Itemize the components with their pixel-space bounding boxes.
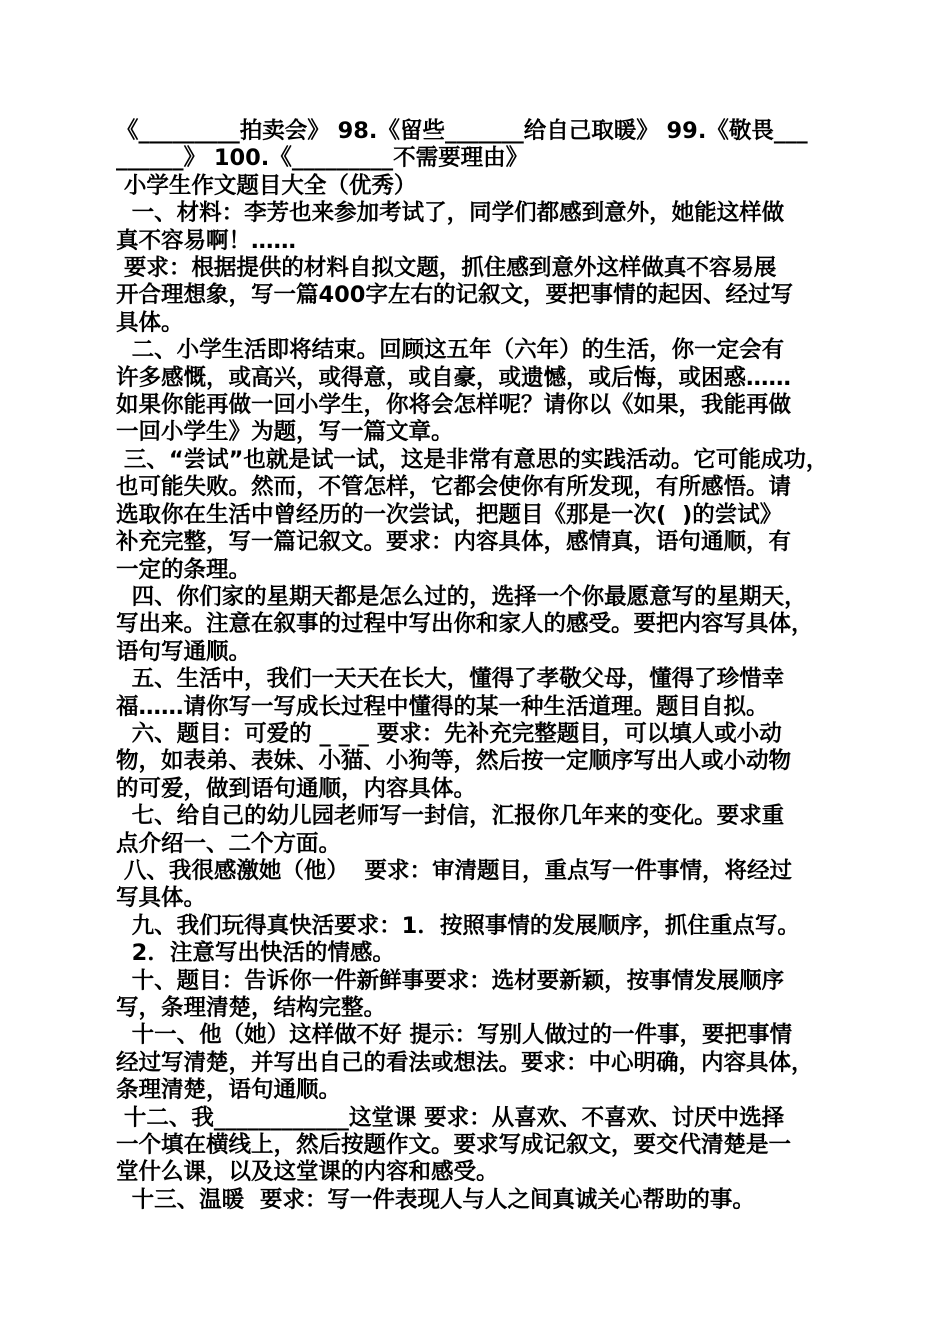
text-line: 开合理想象，写一篇400字左右的记叙文，要把事情的起因、经过写 [116,282,793,309]
text-line: 物，如表弟、表妹、小猫、小狗等，然后按一定顺序写出人或小动物 [116,748,792,775]
section-title: 小学生作文题目大全（优秀） [116,172,417,199]
text-line: 十二、我____________这堂课 要求：从喜欢、不喜欢、讨厌中选择 [116,1104,785,1131]
text-line: 写，条理清楚，结构完整。 [116,995,387,1021]
text-line: 2．注意写出快活的情感。 [116,940,395,967]
text-line: 写具体。 [116,885,207,912]
text-line: 条理清楚，语句通顺。 [116,1077,342,1104]
text-line: 福……请你写一写成长过程中懂得的某一种生活道理。题目自拟。 [116,693,769,720]
text-line: 九、我们玩得真快活要求：1．按照事情的发展顺序，抓住重点写。 [116,912,800,939]
text-line: 一回小学生》为题，写一篇文章。 [116,419,454,446]
text-line: 选取你在生活中曾经历的一次尝试，把题目《那是一次( )的尝试》 [116,501,783,528]
text-line: 二、小学生活即将结束。回顾这五年（六年）的生活，你一定会有 [116,337,785,364]
text-line: 经过写清楚，并写出自己的看法或想法。要求：中心明确，内容具体， [116,1049,814,1076]
text-line: 写出来。注意在叙事的过程中写出你和家人的感受。要把内容写具体， [116,611,814,638]
text-line: 十、题目：告诉你一件新鲜事要求：选材要新颖，按事情发展顺序 [116,967,785,994]
text-line: 真不容易啊！…… [116,227,297,254]
text-line: 补充完整，写一篇记叙文。要求：内容具体，感情真，语句通顺，有 [116,529,792,556]
text-line: 语句写通顺。 [116,638,252,665]
text-line: 三、“尝试”也就是试一试，这是非常有意思的实践活动。它可能成功， [116,446,829,473]
text-line: 六、题目：可爱的 _ _ _ 要求：先补充完整题目，可以填人或小动 [116,720,782,747]
text-line: 堂什么课，以及这堂课的内容和感受。 [116,1159,499,1186]
text-line: 的可爱，做到语句通顺，内容具体。 [116,775,477,802]
text-line: 一定的条理。 [116,556,252,583]
text-line: 四、你们家的星期天都是怎么过的，选择一个你最愿意写的星期天， [116,583,807,610]
text-line: ______》 100.《_________不需要理由》 [116,145,529,172]
text-line: 七、给自己的幼儿园老师写一封信，汇报你几年来的变化。要求重 [116,803,785,830]
text-line: 十三、温暖 要求：写一件表现人与人之间真诚关心帮助的事。 [116,1186,755,1213]
text-line: 也可能失败。然而，不管怎样，它都会使你有所发现，有所感悟。请 [116,474,792,501]
text-line: 八、我很感激她（他） 要求：审清题目，重点写一件事情，将经过 [116,857,793,884]
text-line: 许多感慨，或高兴，或得意，或自豪，或遗憾，或后悔，或困惑…… [116,364,792,391]
text-line: 具体。 [116,309,184,336]
document-body [116,118,842,1214]
text-line: 要求：根据提供的材料自拟文题，抓住感到意外这样做真不容易展 [116,255,777,282]
text-line: 一、材料：李芳也来参加考试了，同学们都感到意外，她能这样做 [116,200,785,227]
text-line: 如果你能再做一回小学生，你将会怎样呢？请你以《如果，我能再做 [116,392,792,419]
text-line: 《_________拍卖会》 98.《留些_______给自己取暖》 99.《敬畏___ [116,118,808,144]
text-line: 点介绍一、二个方面。 [116,830,342,857]
text-line: 一个填在横线上，然后按题作文。要求写成记叙文，要交代清楚是一 [116,1132,792,1159]
text-line: 五、生活中，我们一天天在长大，懂得了孝敬父母，懂得了珍惜幸 [116,666,785,693]
text-line: 十一、他（她）这样做不好 提示：写别人做过的一件事，要把事情 [116,1022,793,1049]
